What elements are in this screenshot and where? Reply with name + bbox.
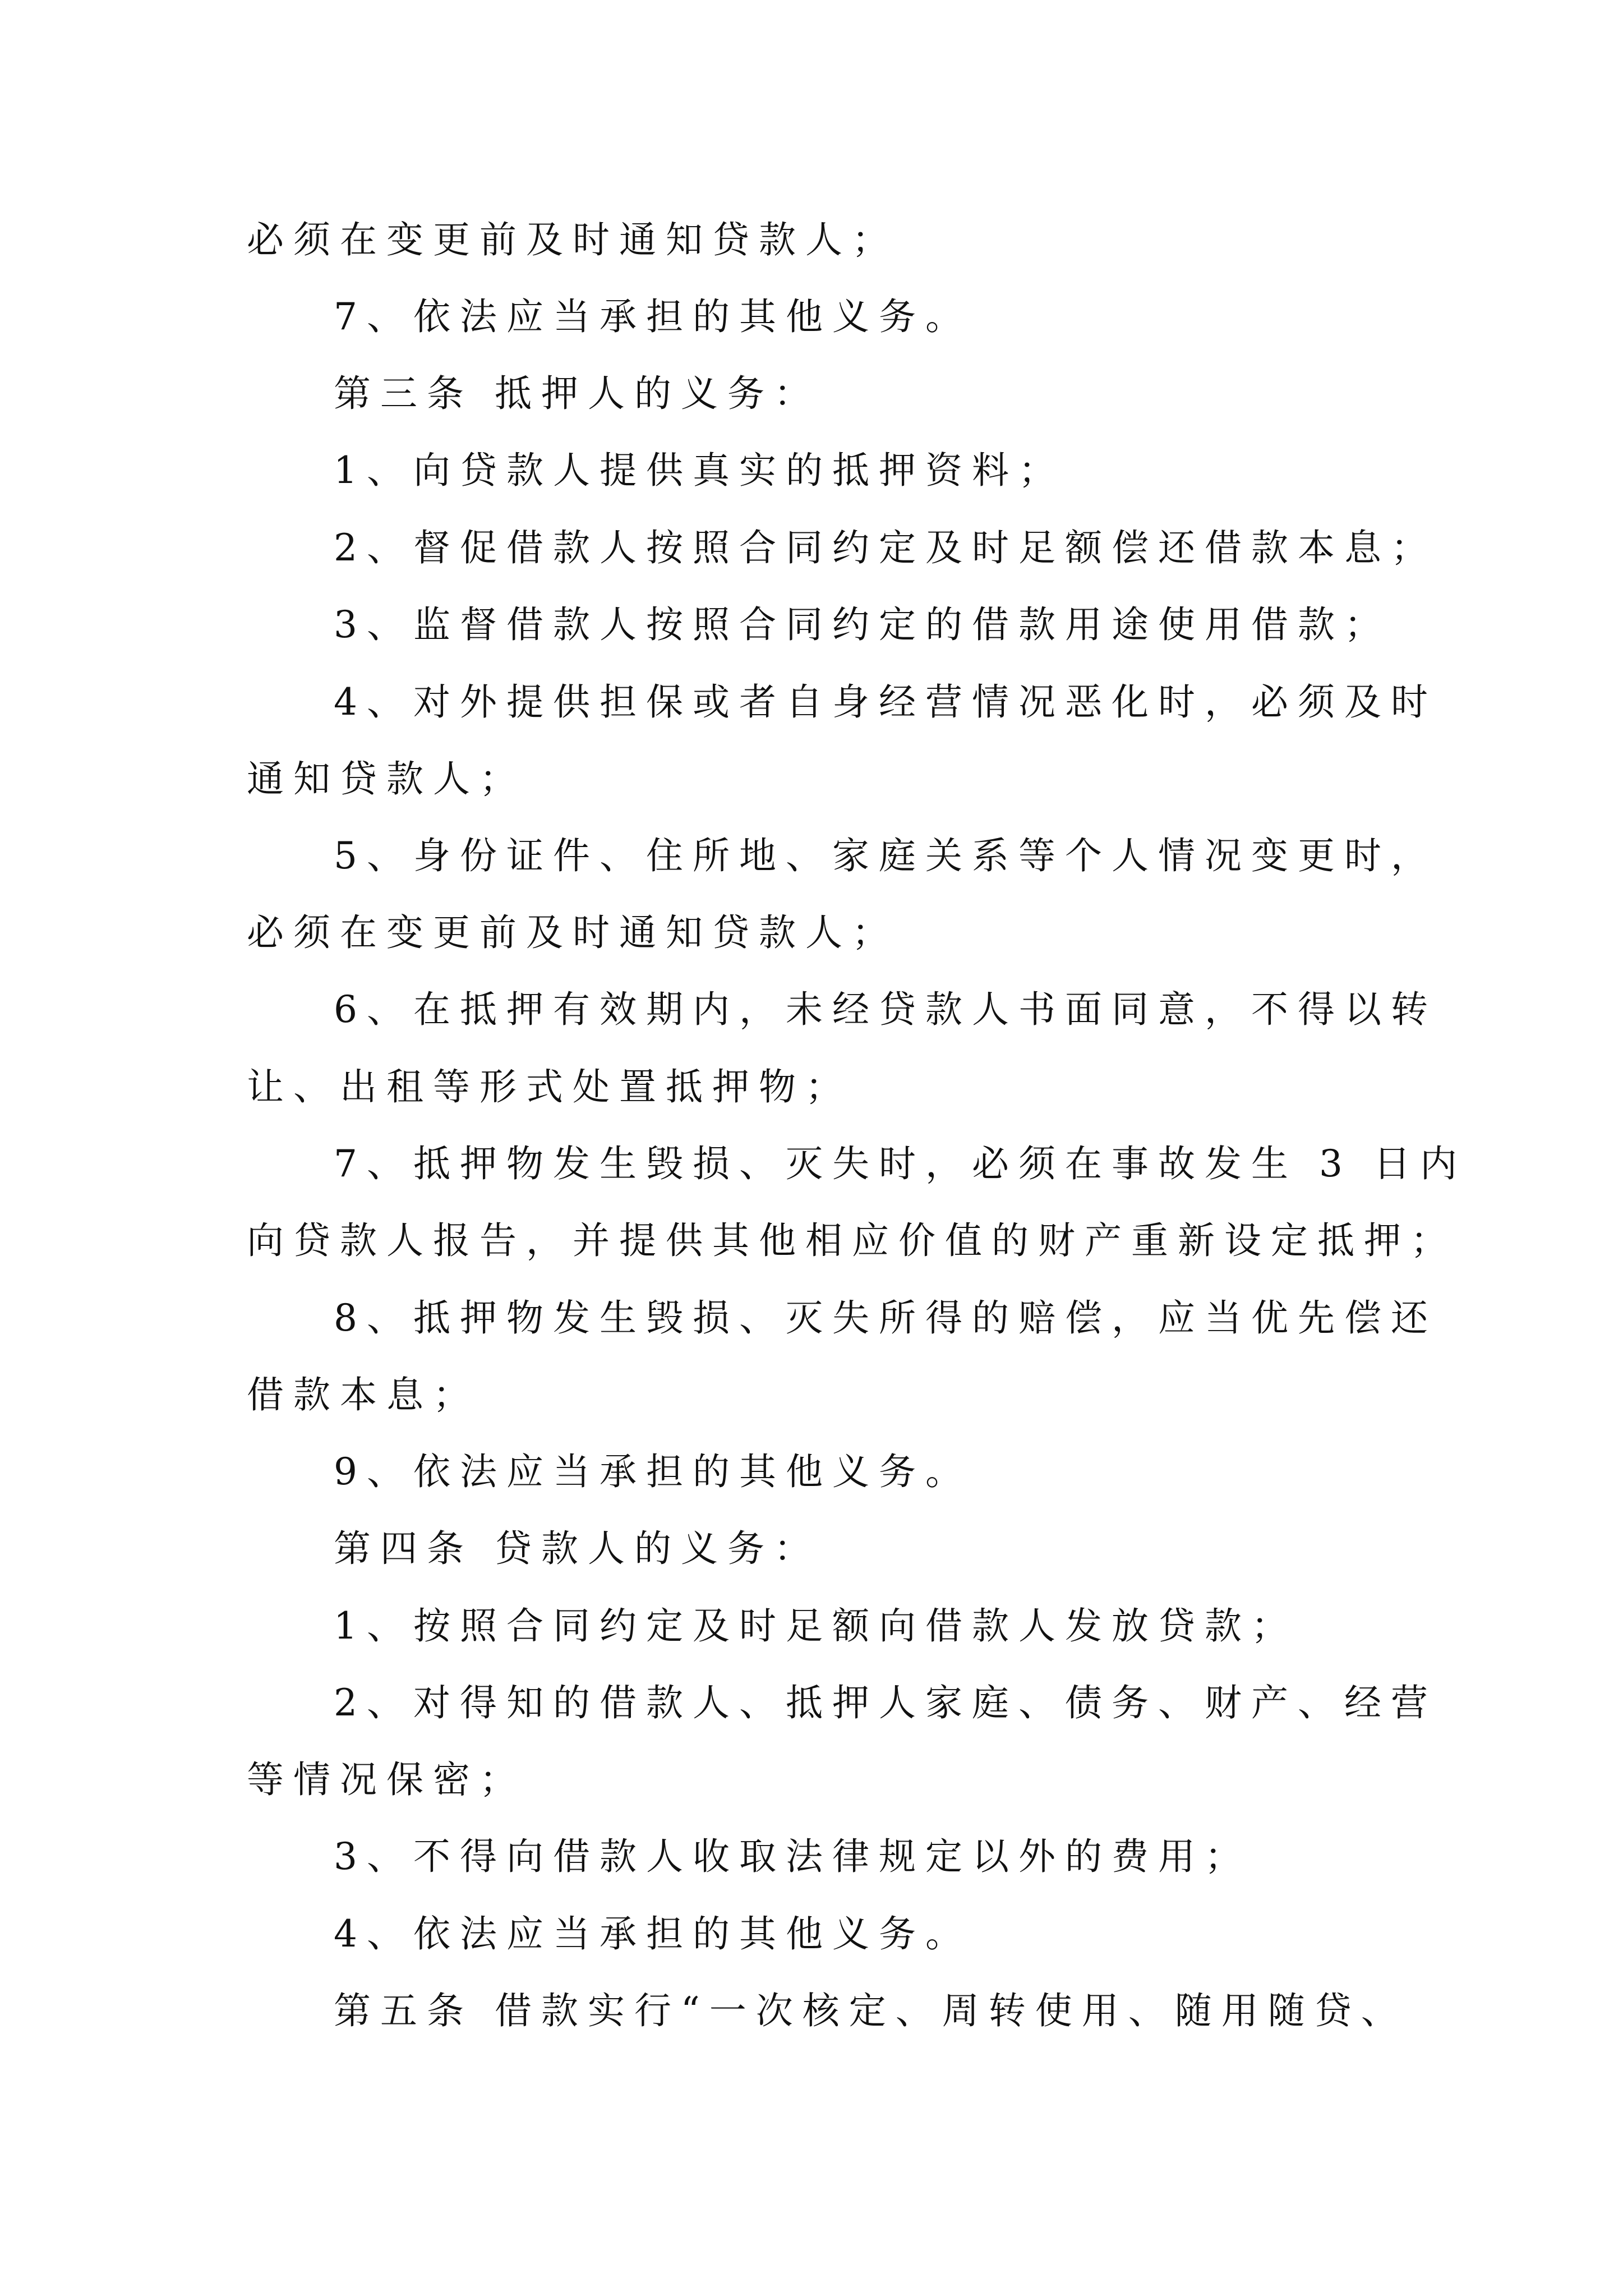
text-line: 第四条 贷款人的义务：: [334, 1527, 820, 1570]
text-line: 第三条 抵押人的义务：: [334, 372, 820, 415]
text-line: 5、身份证件、住所地、家庭关系等个人情况变更时，: [334, 834, 1437, 877]
text-line: 6、在抵押有效期内，未经贷款人书面同意，不得以转: [334, 988, 1437, 1031]
text-line: 4、对外提供担保或者自身经营情况恶化时，必须及时: [334, 680, 1437, 724]
text-line: 2、对得知的借款人、抵押人家庭、债务、财产、经营: [334, 1681, 1437, 1724]
text-line: 7、抵押物发生毁损、灭失时，必须在事故发生 3 日内: [334, 1142, 1467, 1185]
text-line: 3、监督借款人按照合同约定的借款用途使用借款；: [334, 603, 1391, 646]
text-line: 借款本息；: [247, 1373, 479, 1416]
text-line: 2、督促借款人按照合同约定及时足额偿还借款本息；: [334, 526, 1437, 569]
text-line: 通知贷款人；: [247, 757, 526, 800]
text-line: 9、依法应当承担的其他义务。: [334, 1450, 972, 1493]
text-line: 第五条 借款实行“一次核定、周转使用、随用随贷、: [334, 1989, 1408, 2032]
text-line: 1、按照合同约定及时足额向借款人发放贷款；: [334, 1604, 1298, 1648]
text-line: 7、依法应当承担的其他义务。: [334, 295, 972, 338]
text-line: 等情况保密；: [247, 1758, 526, 1801]
text-line: 1、向贷款人提供真实的抵押资料；: [334, 449, 1065, 492]
text-line: 向贷款人报告，并提供其他相应价值的财产重新设定抵押；: [247, 1219, 1457, 1262]
text-line: 必须在变更前及时通知贷款人；: [247, 218, 898, 261]
text-line: 3、不得向借款人收取法律规定以外的费用；: [334, 1835, 1251, 1878]
text-line: 4、依法应当承担的其他义务。: [334, 1912, 972, 1955]
text-line: 必须在变更前及时通知贷款人；: [247, 911, 898, 954]
text-line: 8、抵押物发生毁损、灭失所得的赔偿，应当优先偿还: [334, 1296, 1437, 1340]
text-line: 让、出租等形式处置抵押物；: [247, 1065, 852, 1108]
